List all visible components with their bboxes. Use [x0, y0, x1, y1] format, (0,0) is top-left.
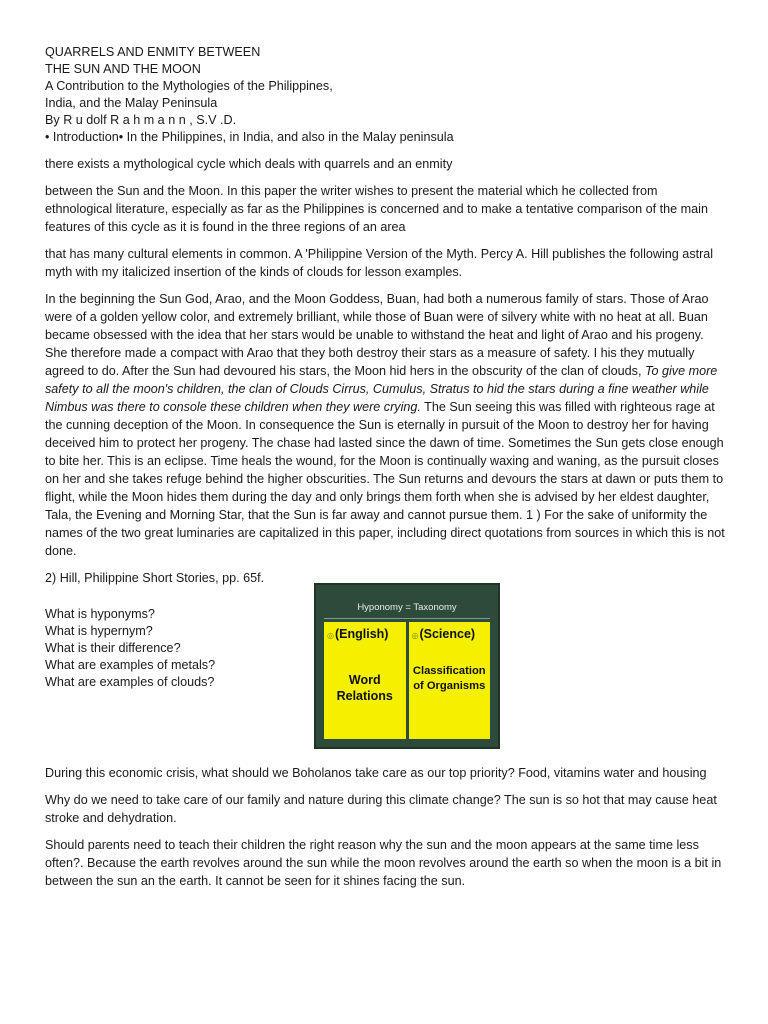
slide-columns	[324, 622, 490, 739]
slide-column-science	[409, 622, 491, 739]
closing-question-3: Should parents need to teach their children the right reason why the sun and the moon appears at the same time less often?. Because the earth revolves around the sun while the moon revolves around the earth so when the moon is a bit in between the sun an the earth. It cannot be seen for it shines facing the sun.	[45, 838, 722, 888]
paragraph-myth	[45, 290, 725, 560]
bullet-icon: ◎	[327, 631, 334, 640]
myth-text-b: The Sun seeing this was filled with righteous rage at the cunning deception of the Moon. In consequence the Sun is eternally in pursuit of the Moon to destroy her for having deceived him to protect her progeny. The chase had lasted since the dawn of time. Sometimes the Sun gets close enough to bite her. This is an eclipse. Time heals the wound, for the Moon is continually waxing and waning, as the pursuit closes on her and she takes refuge behind the higher obscurities. The Sun returns and devours the stars at dawn or puts them to flight, while the Moon hides them during the day and only brings them forth when she is advised by her eldest daughter, Tala, the Evening and Morning Star, that the Sun is far away and cannot pursue them. 1 ) For the sake of uniformity the names of the two great luminaries are capitalized in this paper, including direct quotations from sources in which this is not done.	[45, 400, 725, 558]
reference-line: 2) Hill, Philippine Short Stories, pp. 65f.	[45, 571, 265, 585]
introduction-line: • Introduction• In the Philippines, in India, and also in the Malay peninsula	[45, 130, 454, 144]
column-body-line: Classification	[412, 665, 486, 677]
slide-header: Hyponomy = Taxonomy	[357, 602, 457, 613]
column-body-line: Relations	[336, 689, 393, 703]
questions-and-slide	[45, 569, 725, 764]
column-heading	[409, 622, 491, 645]
question-item: What is their difference?	[45, 641, 181, 655]
question-list	[45, 606, 215, 691]
column-body-line: of Organisms	[413, 680, 486, 692]
column-body	[324, 672, 406, 704]
subtitle-line-1: A Contribution to the Mythologies of the Philippines,	[45, 79, 333, 93]
myth-italic-insertion: To give more safety to all the moon's children, the clan of Clouds Cirrus, Cumulus, Stratus to hid the stars during a fine weather while Nimbus was there to console these children when they were crying.	[45, 364, 718, 414]
column-heading-text: (Science)	[419, 627, 476, 641]
question-item: What is hypernym?	[45, 624, 153, 638]
title-block	[45, 44, 725, 146]
slide-divider	[324, 618, 490, 619]
question-item: What are examples of clouds?	[45, 675, 215, 689]
question-item: What is hyponyms?	[45, 607, 155, 621]
paragraph-2: between the Sun and the Moon. In this paper the writer wishes to present the material which he collected from ethnological literature, especially as far as the Philippines is concerned and to make a tentative comparison of the main features of this cycle as it is found in the three regions of an area	[45, 184, 708, 234]
subtitle-line-2: India, and the Malay Peninsula	[45, 96, 218, 110]
paragraph-3: that has many cultural elements in common. A 'Philippine Version of the Myth. Percy A. Hill publishes the following astral myth with my italicized insertion of the kinds of clouds for lesson examples.	[45, 247, 714, 279]
closing-question-2: Why do we need to take care of our family and nature during this climate change? The sun is so hot that may cause heat stroke and dehydration.	[45, 793, 717, 825]
myth-text-a: In the beginning the Sun God, Arao, and the Moon Goddess, Buan, had both a numerous family of stars. Those of Arao were of a golden yellow color, and extremely brilliant, while those of Buan were of silvery white with no heat at all. Buan became obsessed with the idea that her stars would be unable to withstand the heat and light of Arao and his progeny. She therefore made a compact with Arao that they both destroy their stars as a measure of safety. I his they mutually agreed to do. After the Sun had devoured his stars, the Moon hid hers in the obscurity of the clan of clouds,	[45, 292, 709, 378]
column-body-line: Word	[348, 673, 381, 687]
title-line-1: QUARRELS AND ENMITY BETWEEN	[45, 45, 261, 59]
paragraph-1: there exists a mythological cycle which deals with quarrels and an enmity	[45, 157, 453, 171]
title-line-2: THE SUN AND THE MOON	[45, 62, 201, 76]
column-body	[409, 664, 491, 694]
closing-section	[45, 764, 725, 890]
closing-question-1: During this economic crisis, what should we Boholanos take care as our top priority? Food, vitamins water and housing	[45, 766, 707, 780]
document-page	[45, 44, 725, 899]
hyponomy-slide-image	[314, 583, 500, 749]
author-line: By R u dolf R a h m a n n , S.V .D.	[45, 113, 237, 127]
question-item: What are examples of metals?	[45, 658, 216, 672]
slide-column-english	[324, 622, 406, 739]
bullet-icon: ◎	[411, 631, 419, 640]
column-heading	[324, 622, 406, 645]
column-heading-text: (English)	[334, 627, 389, 641]
